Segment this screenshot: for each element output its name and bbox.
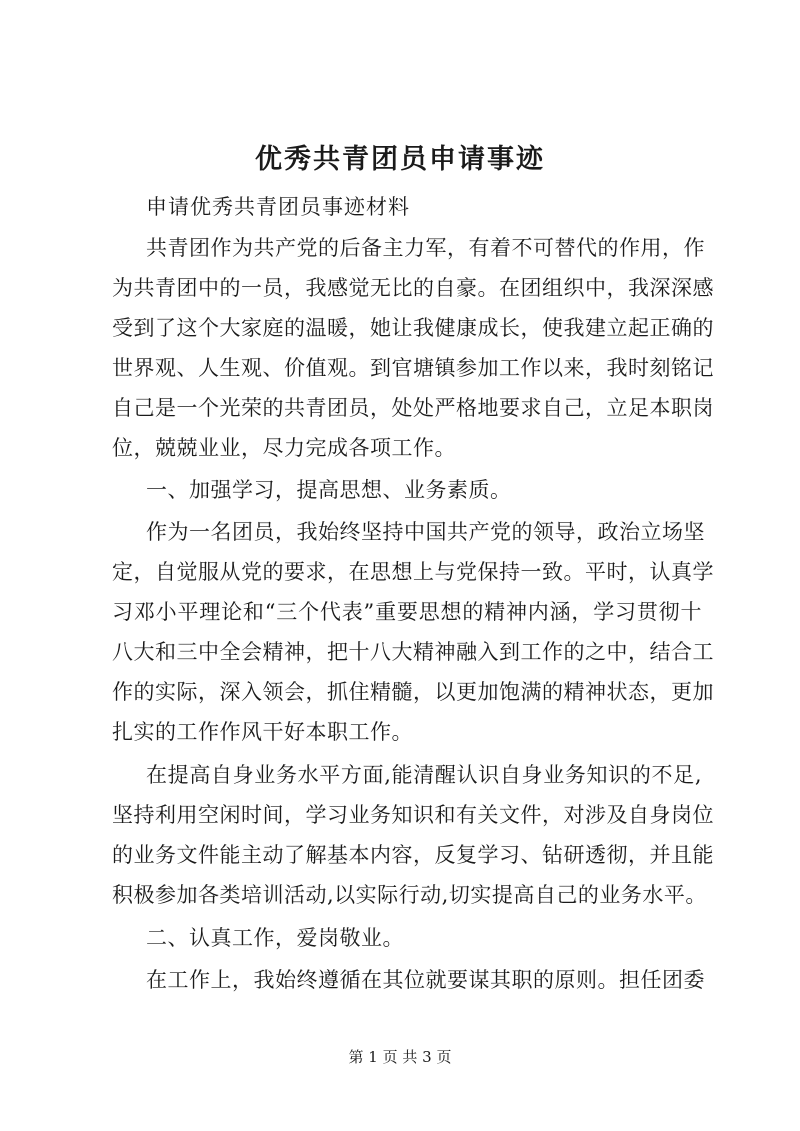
paragraph-line: 作为一名团员，我始终坚持中国共产党的领导，政治立场坚 [146, 520, 705, 544]
paragraph-line: 为共青团中的一员，我感觉无比的自豪。在团组织中，我深深感 [112, 276, 714, 300]
section-heading: 二、认真工作，爱岗敬业。 [146, 926, 404, 950]
paragraph-line: 位，兢兢业业，尽力完成各项工作。 [112, 436, 456, 460]
paragraph-line: 共青团作为共产党的后备主力军，有着不可替代的作用，作 [146, 236, 705, 260]
paragraph-line: 在工作上，我始终遵循在其位就要谋其职的原则。担任团委 [146, 968, 705, 992]
paragraph-line: 作的实际，深入领会，抓住精髓，以更加饱满的精神状态，更加 [112, 680, 714, 704]
paragraph-line: 坚持利用空闲时间，学习业务知识和有关文件，对涉及自身岗位 [112, 803, 714, 827]
paragraph-line: 自己是一个光荣的共青团员，处处严格地要求自己，立足本职岗 [112, 396, 714, 420]
paragraph-line: 在提高自身业务水平方面,能清醒认识自身业务知识的不足, [146, 763, 702, 787]
paragraph-line: 定，自觉服从党的要求，在思想上与党保持一致。平时，认真学 [112, 560, 714, 584]
paragraph-line: 的业务文件能主动了解基本内容，反复学习、钻研透彻，并且能 [112, 843, 714, 867]
paragraph-line: 积极参加各类培训活动,以实际行动,切实提高自己的业务水平。 [112, 883, 707, 907]
page-number: 第 1 页 共 3 页 [348, 1048, 452, 1066]
paragraph-line: 世界观、人生观、价值观。到官塘镇参加工作以来，我时刻铭记 [112, 356, 714, 380]
document-subtitle: 申请优秀共青团员事迹材料 [146, 195, 410, 219]
paragraph-line: 扎实的工作作风干好本职工作。 [112, 720, 413, 744]
paragraph-line: 八大和三中全会精神，把十八大精神融入到工作的之中，结合工 [112, 640, 714, 664]
paragraph-line: 习邓小平理论和“三个代表”重要思想的精神内涵，学习贯彻十 [112, 600, 702, 624]
document-title: 优秀共青团员申请事迹 [255, 144, 545, 175]
section-heading: 一、加强学习，提高思想、业务素质。 [146, 478, 512, 502]
paragraph-line: 受到了这个大家庭的温暖，她让我健康成长，使我建立起正确的 [112, 316, 714, 340]
